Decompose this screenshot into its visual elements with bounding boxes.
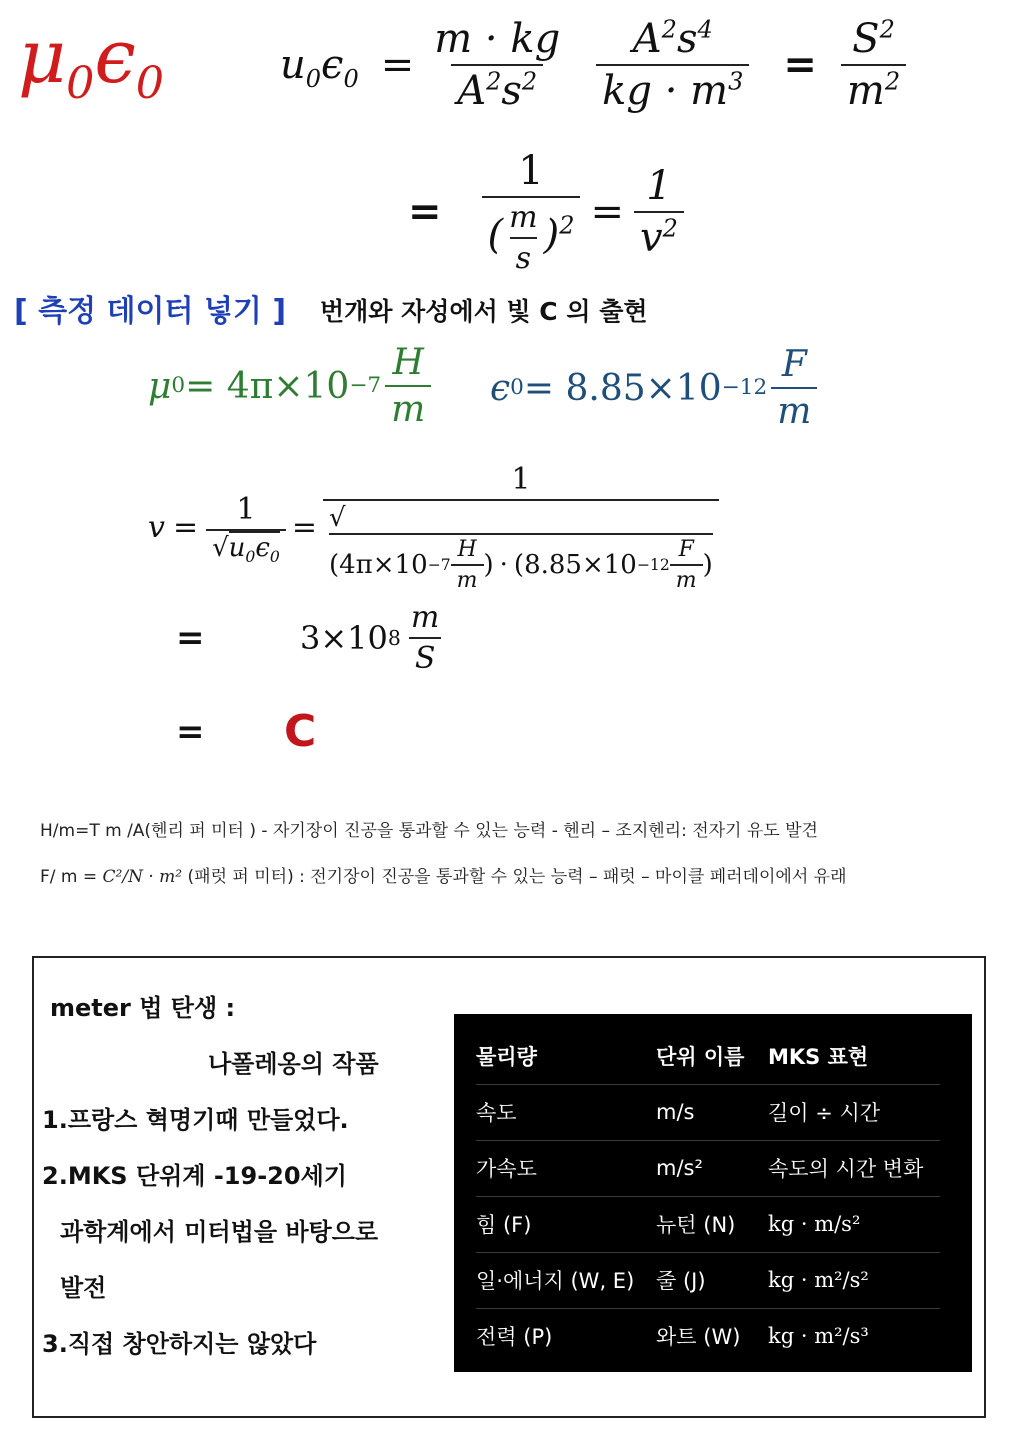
table-cell: m/s: [656, 1100, 695, 1124]
one-over-root-mu-eps: $\frac{1}{√u_0\epsilon_0}$: [206, 492, 286, 563]
speed-result: = 3×10 8 $\frac{m}{S}$: [176, 600, 445, 676]
box-line-3: 과학계에서 미터법을 바탕으로: [60, 1218, 379, 1246]
fraction-numerator: 1: [646, 163, 672, 209]
henry-note: H/m=T m /A(헨리 퍼 미터 ) - 자기장이 진공을 통과할 수 있는 능력 - 헨리 – 조지헨리: 전자기 유도 발견: [40, 821, 818, 841]
epsilon0-constant: ϵ 0 = 8.85×10 −12 $\frac{F}{m}$: [490, 344, 817, 432]
epsilon0-value: = 8.85×10: [523, 367, 722, 409]
box-subtitle: 나폴레옹의 작품: [208, 1050, 379, 1078]
box-line-4: 발전: [60, 1274, 107, 1302]
table-row: [476, 1084, 940, 1141]
fraction-3: [841, 16, 906, 114]
equals-sign: =: [783, 42, 817, 88]
table-cell: 속도: [476, 1101, 517, 1125]
fraction-denominator: $v^2$: [634, 211, 684, 261]
section-subtitle: 번개와 자성에서 빛 C 의 출현: [320, 297, 648, 326]
box-line-2: 2.MKS 단위계 -19-20세기: [42, 1162, 347, 1190]
table-row: [476, 1252, 940, 1309]
fraction-numerator: m · kg: [434, 16, 561, 62]
table-header: MKS 표현: [768, 1045, 869, 1069]
table-cell: 길이 ÷ 시간: [768, 1101, 881, 1125]
c-symbol: C: [284, 706, 317, 757]
mu-symbol: μ: [18, 14, 67, 100]
fraction-2: [596, 16, 749, 114]
one-over-root-product: 1 √ ( 4π×10 −7 $\frac{H}{m}$ ) · ( 8.85×10 −12 $\frac{F}{m}$ ): [323, 462, 719, 593]
meter-history-box: [32, 956, 986, 1418]
mu0-epsilon0-heading: [18, 14, 165, 109]
table-header-row: [476, 1028, 940, 1085]
table-cell: m/s²: [656, 1156, 703, 1180]
table-cell: 가속도: [476, 1157, 537, 1181]
fraction-numerator: 1: [518, 148, 544, 194]
box-line-1: 1.프랑스 혁명기때 만들었다.: [42, 1106, 349, 1134]
table-cell: kg · m/s²: [768, 1212, 861, 1236]
table-header: 물리량: [476, 1045, 537, 1069]
units-table: [454, 1014, 972, 1372]
fraction-1-over-v-squared: [634, 163, 684, 261]
table-cell: kg · m²/s³: [768, 1324, 869, 1348]
fraction-numerator: $A^2s^4$: [632, 15, 713, 62]
table-cell: 일·에너지 (W, E): [476, 1269, 635, 1293]
mu0-constant: μ 0 = 4π×10 −7 $\frac{H}{m}$: [148, 342, 431, 430]
farad-per-meter: $\frac{F}{m}$: [771, 344, 817, 432]
farad-formula: C²/N · m²: [102, 867, 183, 887]
table-cell: 뉴턴 (N): [656, 1213, 736, 1237]
box-line-5: 3.직접 창안하지는 않았다: [42, 1330, 317, 1358]
fraction-numerator: $S^2$: [852, 15, 895, 62]
equals-sign: =: [408, 189, 442, 235]
table-cell: kg · m²/s²: [768, 1268, 869, 1292]
section-title: [ 측정 데이터 넣기 ]: [14, 294, 287, 329]
table-row: [476, 1140, 940, 1197]
box-title: meter 법 탄생 :: [50, 994, 236, 1022]
equals-sign: =: [590, 189, 624, 235]
c-result: = C: [176, 706, 317, 757]
mu-subscript: 0: [66, 57, 95, 109]
table-row: [476, 1308, 940, 1364]
table-cell: 와트 (W): [656, 1325, 741, 1349]
table-header: 단위 이름: [656, 1045, 745, 1069]
fraction-denominator: ( $\frac{m}{s}$ )$^2$: [482, 196, 581, 276]
fraction-1-over-m-per-s-squared: [482, 148, 581, 276]
unit-equation: [280, 16, 906, 114]
table-cell: 힘 (F): [476, 1213, 532, 1237]
mu0-value: = 4π×10: [185, 365, 350, 407]
table-row: [476, 1196, 940, 1253]
epsilon-symbol: ϵ: [94, 14, 136, 100]
fraction-denominator: $m^2$: [841, 64, 906, 114]
speed-value: 3×10: [300, 619, 388, 657]
table-cell: 전력 (P): [476, 1325, 553, 1349]
table-cell: 줄 (J): [656, 1269, 706, 1293]
fraction-denominator: kg · $m^3$: [596, 64, 749, 114]
equation-lhs: $u_0\epsilon_0$: [280, 42, 359, 93]
fraction-denominator: $A^2s^2$: [451, 64, 543, 114]
henry-per-meter: $\frac{H}{m}$: [385, 342, 431, 430]
velocity-squared-equation: [408, 148, 684, 276]
equals-sign: =: [380, 42, 415, 88]
table-cell: 속도의 시간 변화: [768, 1157, 924, 1181]
speed-of-light-equation: v = $\frac{1}{√u_0\epsilon_0}$ = 1 √ ( 4π×10 −7 $\frac{H}{m}$ ) · ( 8.85×10 −12 $\frac{F}{m}$ ): [148, 462, 719, 593]
epsilon-subscript: 0: [135, 57, 165, 109]
fraction-1: [428, 16, 566, 114]
farad-note: F/ m = C²/N · m² (패럿 퍼 미터) : 전기장이 진공을 통과할 수 있는 능력 – 패럿 – 마이클 페러데이에서 유래: [40, 867, 847, 887]
